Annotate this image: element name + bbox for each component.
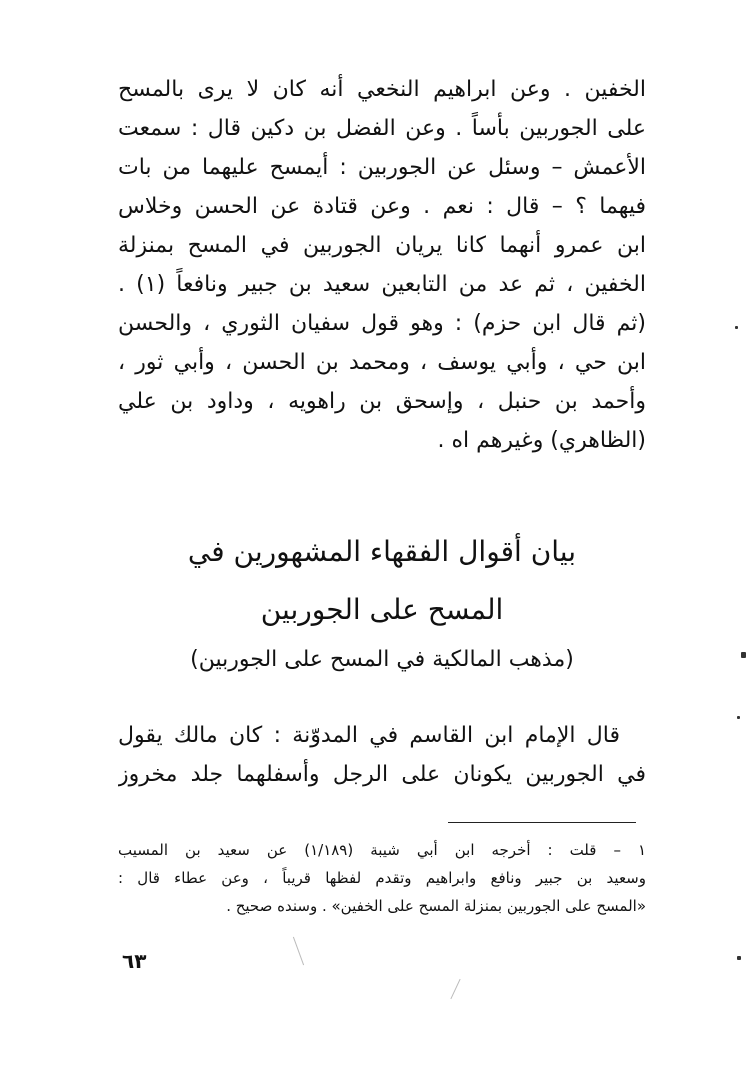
scan-speck — [737, 716, 740, 719]
footnote-line: «المسح على الجوربين بمنزلة المسح على الخفين» . وسنده صحيح . — [226, 897, 646, 915]
text-line: (الظاهري) وغيرهم اه . — [437, 428, 646, 453]
text-line: قال الإمام ابن القاسم في المدوّنة : كان مالك يقول — [118, 723, 620, 748]
section-subtitle: (مذهب المالكية في المسح على الجوربين) — [190, 647, 574, 672]
text-line: فيهما ؟ – قال : نعم . وعن قتادة عن الحسن وخلاس — [118, 194, 646, 219]
text-line: (ثم قال ابن حزم) : وهو قول سفيان الثوري ، والحسن — [118, 311, 646, 336]
section-title-line-1: بيان أقوال الفقهاء المشهورين في — [187, 535, 577, 568]
scan-mark — [450, 979, 460, 999]
text-line: وأحمد بن حنبل ، وإسحق بن راهويه ، وداود بن علي — [118, 389, 646, 414]
scan-speck — [741, 652, 746, 658]
footnote-line: ١ – قلت : أخرجه ابن أبي شيبة (١/١٨٩) عن سعيد بن المسيب — [118, 841, 646, 859]
text-line: الخفين ، ثم عد من التابعين سعيد بن جبير ونافعاً (١) . — [118, 272, 646, 297]
main-paragraph — [118, 70, 646, 460]
scan-mark — [293, 937, 304, 966]
footnote — [118, 836, 646, 920]
footnote-line: وسعيد بن جبير ونافع وابراهيم وتقدم لفظها قريباً ، وعن عطاء قال : — [118, 869, 646, 887]
footnote-separator — [448, 822, 636, 823]
text-line: على الجوربين بأساً . وعن الفضل بن دكين قال : سمعت — [118, 116, 646, 141]
section-paragraph — [118, 716, 646, 794]
text-line: الأعمش – وسئل عن الجوربين : أيمسح عليهما من بات — [118, 155, 646, 180]
section-title-line-2: المسح على الجوربين — [260, 593, 504, 626]
text-line: ابن عمرو أنهما كانا يريان الجوربين في المسح بمنزلة — [118, 233, 646, 258]
page-number: ٦٣ — [122, 949, 147, 973]
scan-speck — [737, 956, 741, 960]
text-line: في الجوربين يكونان على الرجل وأسفلهما جلد مخروز — [118, 762, 646, 787]
text-line: الخفين . وعن ابراهيم النخعي أنه كان لا يرى بالمسح — [118, 77, 646, 102]
scan-speck — [735, 326, 738, 329]
text-line: ابن حي ، وأبي يوسف ، ومحمد بن الحسن ، وأبي ثور ، — [118, 350, 646, 375]
